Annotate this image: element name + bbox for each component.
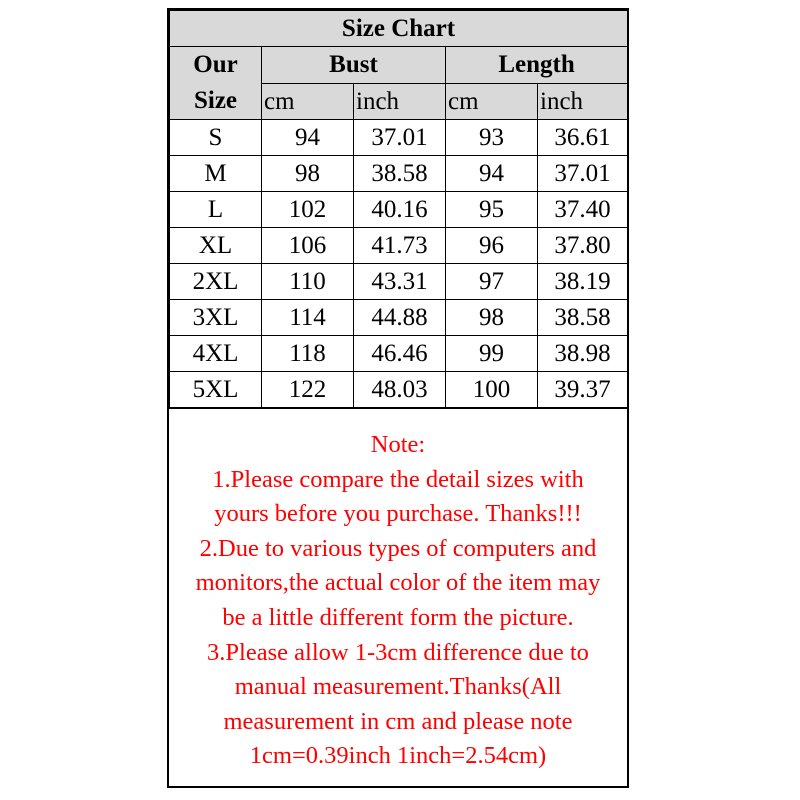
cell-length-cm: 95 bbox=[446, 192, 538, 228]
cell-bust-cm: 102 bbox=[262, 192, 354, 228]
our-size-header bbox=[170, 47, 262, 120]
cell-length-inch: 38.58 bbox=[538, 300, 628, 336]
note-line: 2.Due to various types of computers and bbox=[199, 534, 597, 562]
cell-bust-inch: 41.73 bbox=[354, 228, 446, 264]
note-line: be a little different form the picture. bbox=[222, 603, 574, 631]
length-cm-unit: cm bbox=[446, 83, 538, 120]
cell-bust-cm: 110 bbox=[262, 264, 354, 300]
table-row bbox=[170, 156, 628, 192]
note-block bbox=[169, 428, 627, 774]
cell-size: XL bbox=[170, 228, 262, 264]
cell-length-cm: 97 bbox=[446, 264, 538, 300]
cell-bust-cm: 122 bbox=[262, 372, 354, 409]
cell-bust-cm: 98 bbox=[262, 156, 354, 192]
bust-inch-unit: inch bbox=[354, 83, 446, 120]
cell-bust-inch: 38.58 bbox=[354, 156, 446, 192]
cell-bust-cm: 106 bbox=[262, 228, 354, 264]
cell-size: 3XL bbox=[170, 300, 262, 336]
cell-length-cm: 98 bbox=[446, 300, 538, 336]
table-row bbox=[170, 192, 628, 228]
cell-bust-inch: 43.31 bbox=[354, 264, 446, 300]
cell-bust-inch: 37.01 bbox=[354, 120, 446, 156]
cell-length-inch: 36.61 bbox=[538, 120, 628, 156]
cell-size: 5XL bbox=[170, 372, 262, 409]
cell-bust-inch: 44.88 bbox=[354, 300, 446, 336]
note-line: measurement in cm and please note bbox=[223, 707, 573, 735]
size-rows bbox=[170, 120, 628, 409]
size-table bbox=[169, 10, 628, 409]
cell-size: 4XL bbox=[170, 336, 262, 372]
cell-bust-inch: 40.16 bbox=[354, 192, 446, 228]
bust-cm-unit: cm bbox=[262, 83, 354, 120]
cell-length-inch: 37.40 bbox=[538, 192, 628, 228]
size-chart bbox=[167, 8, 629, 788]
cell-bust-cm: 118 bbox=[262, 336, 354, 372]
table-row bbox=[170, 300, 628, 336]
table-row bbox=[170, 336, 628, 372]
table-row bbox=[170, 228, 628, 264]
our-size-header-line2: Size bbox=[193, 87, 238, 114]
cell-length-inch: 38.98 bbox=[538, 336, 628, 372]
cell-size: S bbox=[170, 120, 262, 156]
cell-bust-inch: 46.46 bbox=[354, 336, 446, 372]
note-line: 3.Please allow 1-3cm difference due to bbox=[207, 638, 589, 666]
note-line: Note: bbox=[370, 431, 426, 458]
cell-length-cm: 96 bbox=[446, 228, 538, 264]
table-row bbox=[170, 120, 628, 156]
note-line: monitors,the actual color of the item may bbox=[195, 569, 601, 597]
cell-length-cm: 99 bbox=[446, 336, 538, 372]
table-title: Size Chart bbox=[170, 11, 628, 47]
note-line: manual measurement.Thanks(All bbox=[234, 673, 562, 701]
cell-length-inch: 39.37 bbox=[538, 372, 628, 409]
cell-size: M bbox=[170, 156, 262, 192]
cell-size: 2XL bbox=[170, 264, 262, 300]
note-line: 1cm=0.39inch 1inch=2.54cm) bbox=[249, 742, 547, 770]
bust-header: Bust bbox=[262, 47, 446, 84]
note-line: 1.Please compare the detail sizes with bbox=[212, 465, 584, 493]
note-line: yours before you purchase. Thanks!!! bbox=[214, 500, 582, 528]
cell-length-inch: 37.80 bbox=[538, 228, 628, 264]
table-row bbox=[170, 264, 628, 300]
cell-bust-cm: 114 bbox=[262, 300, 354, 336]
cell-bust-inch: 48.03 bbox=[354, 372, 446, 409]
cell-length-cm: 94 bbox=[446, 156, 538, 192]
cell-length-cm: 100 bbox=[446, 372, 538, 409]
length-header: Length bbox=[446, 47, 628, 84]
cell-size: L bbox=[170, 192, 262, 228]
cell-length-inch: 37.01 bbox=[538, 156, 628, 192]
length-inch-unit: inch bbox=[538, 83, 628, 120]
table-row bbox=[170, 372, 628, 409]
cell-length-cm: 93 bbox=[446, 120, 538, 156]
cell-bust-cm: 94 bbox=[262, 120, 354, 156]
cell-length-inch: 38.19 bbox=[538, 264, 628, 300]
our-size-header-line1: Our bbox=[193, 51, 238, 78]
